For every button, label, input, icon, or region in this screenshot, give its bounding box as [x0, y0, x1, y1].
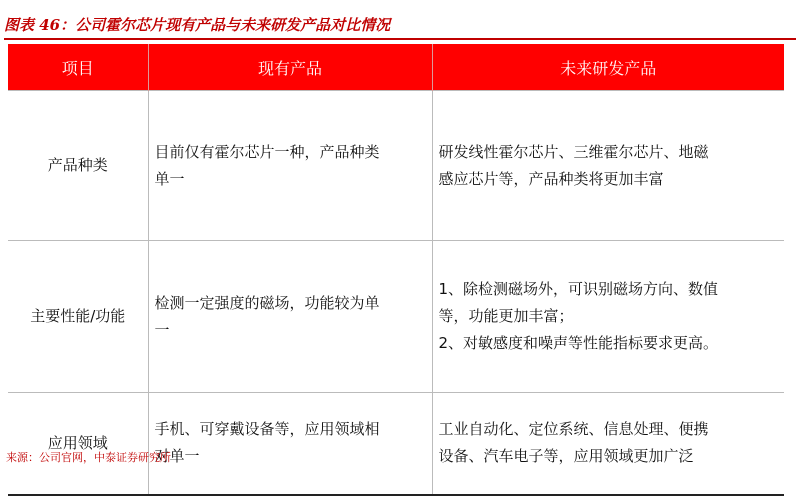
cell-line: 2、对敏感度和噪声等性能指标要求更高。 — [438, 334, 719, 352]
current-product-cell — [148, 393, 432, 495]
cell-line: 检测一定强度的磁场，功能较为单 — [154, 293, 380, 312]
row-item-label: 主要性能/功能 — [8, 241, 148, 393]
row-item-label: 应用领域 — [8, 393, 148, 495]
figure-source: 来源：公司官网，中泰证券研究所 — [6, 451, 171, 464]
header-item: 项目 — [8, 44, 148, 91]
cell-line: 目前仅有霍尔芯片一种，产品种类 — [154, 142, 380, 161]
future-product-cell — [432, 91, 784, 241]
cell-line: 研发线性霍尔芯片、三维霍尔芯片、地磁 — [438, 142, 709, 161]
cell-line: 手机、可穿戴设备等，应用领域相 — [154, 420, 380, 439]
header-future-products: 未来研发产品 — [432, 44, 784, 91]
header-current-products: 现有产品 — [148, 44, 432, 91]
future-product-cell — [432, 393, 784, 495]
table-header-row — [8, 44, 784, 91]
cell-line: 单一 — [154, 169, 185, 188]
cell-line: 工业自动化、定位系统、信息处理、便携 — [438, 420, 709, 439]
table-row — [8, 241, 784, 393]
current-product-cell — [148, 241, 432, 393]
cell-line: 1、除检测磁场外，可识别磁场方向、数值 — [438, 280, 719, 298]
cell-line: 感应芯片等，产品种类将更加丰富 — [438, 169, 664, 188]
cell-line: 设备、汽车电子等，应用领域更加广泛 — [438, 447, 694, 466]
table-row — [8, 91, 784, 241]
cell-line: 对单一 — [154, 447, 200, 466]
future-product-cell — [432, 241, 784, 393]
row-item-label: 产品种类 — [8, 91, 148, 241]
cell-line: 等，功能更加丰富； — [438, 307, 574, 325]
cell-line: 一 — [154, 320, 170, 339]
current-product-cell — [148, 91, 432, 241]
figure-title: 图表 46：公司霍尔芯片现有产品与未来研发产品对比情况 — [4, 16, 391, 34]
title-divider — [4, 38, 796, 40]
table-row — [8, 393, 784, 495]
comparison-table — [8, 44, 784, 496]
